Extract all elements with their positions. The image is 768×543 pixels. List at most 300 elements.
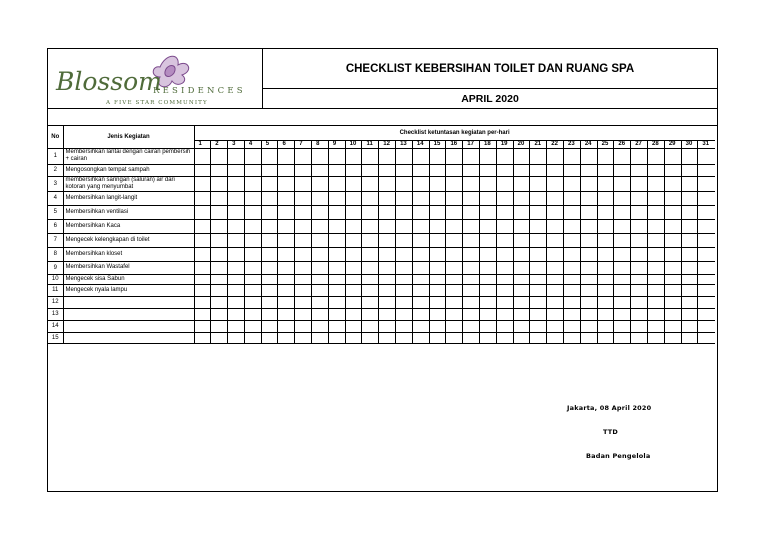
check-cell[interactable] [681,274,698,284]
check-cell[interactable] [312,284,329,296]
check-cell[interactable] [564,284,581,296]
check-cell[interactable] [614,247,631,261]
check-cell[interactable] [312,164,329,176]
check-cell[interactable] [648,191,665,205]
check-cell[interactable] [362,308,379,320]
check-cell[interactable] [614,320,631,332]
check-cell[interactable] [278,296,295,308]
check-cell[interactable] [564,219,581,233]
check-cell[interactable] [698,191,715,205]
check-cell[interactable] [362,284,379,296]
check-cell[interactable] [312,176,329,191]
check-cell[interactable] [362,247,379,261]
check-cell[interactable] [228,320,245,332]
check-cell[interactable] [446,205,463,219]
check-cell[interactable] [513,274,530,284]
check-cell[interactable] [530,284,547,296]
check-cell[interactable] [278,205,295,219]
check-cell[interactable] [631,191,648,205]
check-cell[interactable] [580,296,597,308]
check-cell[interactable] [244,296,261,308]
check-cell[interactable] [412,191,429,205]
check-cell[interactable] [547,320,564,332]
check-cell[interactable] [396,332,413,343]
check-cell[interactable] [597,308,614,320]
check-cell[interactable] [194,176,211,191]
check-cell[interactable] [530,205,547,219]
check-cell[interactable] [211,219,228,233]
check-cell[interactable] [614,296,631,308]
check-cell[interactable] [312,261,329,274]
check-cell[interactable] [194,191,211,205]
check-cell[interactable] [496,261,513,274]
check-cell[interactable] [580,320,597,332]
check-cell[interactable] [261,205,278,219]
check-cell[interactable] [614,233,631,247]
check-cell[interactable] [530,320,547,332]
check-cell[interactable] [362,296,379,308]
check-cell[interactable] [295,205,312,219]
check-cell[interactable] [698,247,715,261]
check-cell[interactable] [463,320,480,332]
check-cell[interactable] [480,233,497,247]
check-cell[interactable] [446,164,463,176]
check-cell[interactable] [648,148,665,164]
check-cell[interactable] [681,296,698,308]
check-cell[interactable] [530,176,547,191]
check-cell[interactable] [631,261,648,274]
check-cell[interactable] [379,247,396,261]
check-cell[interactable] [244,332,261,343]
check-cell[interactable] [345,233,362,247]
check-cell[interactable] [496,284,513,296]
check-cell[interactable] [681,247,698,261]
check-cell[interactable] [530,233,547,247]
check-cell[interactable] [496,308,513,320]
check-cell[interactable] [698,148,715,164]
check-cell[interactable] [194,219,211,233]
check-cell[interactable] [379,164,396,176]
check-cell[interactable] [211,176,228,191]
check-cell[interactable] [244,191,261,205]
check-cell[interactable] [429,261,446,274]
check-cell[interactable] [362,164,379,176]
check-cell[interactable] [463,261,480,274]
check-cell[interactable] [295,164,312,176]
check-cell[interactable] [547,332,564,343]
check-cell[interactable] [564,205,581,219]
check-cell[interactable] [513,320,530,332]
check-cell[interactable] [312,233,329,247]
check-cell[interactable] [614,274,631,284]
check-cell[interactable] [698,332,715,343]
check-cell[interactable] [211,332,228,343]
check-cell[interactable] [278,261,295,274]
check-cell[interactable] [278,247,295,261]
check-cell[interactable] [328,205,345,219]
check-cell[interactable] [429,233,446,247]
check-cell[interactable] [446,274,463,284]
check-cell[interactable] [648,296,665,308]
check-cell[interactable] [480,219,497,233]
check-cell[interactable] [580,219,597,233]
check-cell[interactable] [362,332,379,343]
check-cell[interactable] [580,176,597,191]
check-cell[interactable] [412,332,429,343]
check-cell[interactable] [463,205,480,219]
check-cell[interactable] [664,164,681,176]
check-cell[interactable] [412,219,429,233]
check-cell[interactable] [597,332,614,343]
check-cell[interactable] [278,148,295,164]
check-cell[interactable] [513,164,530,176]
check-cell[interactable] [547,148,564,164]
check-cell[interactable] [681,164,698,176]
check-cell[interactable] [463,332,480,343]
check-cell[interactable] [228,219,245,233]
check-cell[interactable] [614,191,631,205]
check-cell[interactable] [547,176,564,191]
check-cell[interactable] [244,308,261,320]
check-cell[interactable] [597,233,614,247]
check-cell[interactable] [396,148,413,164]
check-cell[interactable] [631,284,648,296]
check-cell[interactable] [228,247,245,261]
check-cell[interactable] [480,247,497,261]
check-cell[interactable] [412,308,429,320]
check-cell[interactable] [580,332,597,343]
check-cell[interactable] [345,261,362,274]
check-cell[interactable] [429,205,446,219]
check-cell[interactable] [463,176,480,191]
check-cell[interactable] [446,233,463,247]
check-cell[interactable] [463,274,480,284]
check-cell[interactable] [261,191,278,205]
check-cell[interactable] [681,284,698,296]
check-cell[interactable] [564,176,581,191]
check-cell[interactable] [648,219,665,233]
check-cell[interactable] [580,247,597,261]
check-cell[interactable] [244,205,261,219]
check-cell[interactable] [429,320,446,332]
check-cell[interactable] [513,233,530,247]
check-cell[interactable] [664,205,681,219]
check-cell[interactable] [362,261,379,274]
check-cell[interactable] [530,247,547,261]
check-cell[interactable] [244,148,261,164]
check-cell[interactable] [564,296,581,308]
check-cell[interactable] [681,191,698,205]
check-cell[interactable] [664,148,681,164]
check-cell[interactable] [564,247,581,261]
check-cell[interactable] [480,296,497,308]
check-cell[interactable] [547,164,564,176]
check-cell[interactable] [513,205,530,219]
check-cell[interactable] [631,233,648,247]
check-cell[interactable] [564,191,581,205]
check-cell[interactable] [211,274,228,284]
check-cell[interactable] [295,176,312,191]
check-cell[interactable] [597,296,614,308]
check-cell[interactable] [261,164,278,176]
check-cell[interactable] [312,274,329,284]
check-cell[interactable] [446,308,463,320]
check-cell[interactable] [379,308,396,320]
check-cell[interactable] [530,219,547,233]
check-cell[interactable] [496,332,513,343]
check-cell[interactable] [681,320,698,332]
check-cell[interactable] [412,284,429,296]
check-cell[interactable] [295,296,312,308]
check-cell[interactable] [211,284,228,296]
check-cell[interactable] [698,274,715,284]
check-cell[interactable] [379,274,396,284]
check-cell[interactable] [396,205,413,219]
check-cell[interactable] [345,296,362,308]
check-cell[interactable] [580,191,597,205]
check-cell[interactable] [480,205,497,219]
check-cell[interactable] [228,261,245,274]
check-cell[interactable] [429,247,446,261]
check-cell[interactable] [396,320,413,332]
check-cell[interactable] [278,332,295,343]
check-cell[interactable] [631,176,648,191]
check-cell[interactable] [328,176,345,191]
check-cell[interactable] [345,284,362,296]
check-cell[interactable] [228,205,245,219]
check-cell[interactable] [244,274,261,284]
check-cell[interactable] [463,148,480,164]
check-cell[interactable] [698,320,715,332]
check-cell[interactable] [446,332,463,343]
check-cell[interactable] [412,261,429,274]
check-cell[interactable] [547,261,564,274]
check-cell[interactable] [480,164,497,176]
check-cell[interactable] [261,176,278,191]
check-cell[interactable] [513,176,530,191]
check-cell[interactable] [513,284,530,296]
check-cell[interactable] [547,247,564,261]
check-cell[interactable] [278,308,295,320]
check-cell[interactable] [480,148,497,164]
check-cell[interactable] [345,308,362,320]
check-cell[interactable] [261,261,278,274]
check-cell[interactable] [295,261,312,274]
check-cell[interactable] [211,320,228,332]
check-cell[interactable] [194,308,211,320]
check-cell[interactable] [278,176,295,191]
check-cell[interactable] [345,320,362,332]
check-cell[interactable] [429,164,446,176]
check-cell[interactable] [295,233,312,247]
check-cell[interactable] [396,164,413,176]
check-cell[interactable] [681,176,698,191]
check-cell[interactable] [412,274,429,284]
check-cell[interactable] [564,164,581,176]
check-cell[interactable] [194,332,211,343]
check-cell[interactable] [362,191,379,205]
check-cell[interactable] [328,191,345,205]
check-cell[interactable] [597,247,614,261]
check-cell[interactable] [211,296,228,308]
check-cell[interactable] [496,219,513,233]
check-cell[interactable] [345,247,362,261]
check-cell[interactable] [614,261,631,274]
check-cell[interactable] [664,247,681,261]
check-cell[interactable] [362,320,379,332]
check-cell[interactable] [429,176,446,191]
check-cell[interactable] [648,320,665,332]
check-cell[interactable] [396,233,413,247]
check-cell[interactable] [580,284,597,296]
check-cell[interactable] [463,191,480,205]
check-cell[interactable] [362,233,379,247]
check-cell[interactable] [463,219,480,233]
check-cell[interactable] [614,205,631,219]
check-cell[interactable] [211,148,228,164]
check-cell[interactable] [312,308,329,320]
check-cell[interactable] [345,205,362,219]
check-cell[interactable] [211,261,228,274]
check-cell[interactable] [580,308,597,320]
check-cell[interactable] [278,274,295,284]
check-cell[interactable] [194,320,211,332]
check-cell[interactable] [194,247,211,261]
check-cell[interactable] [580,233,597,247]
check-cell[interactable] [379,296,396,308]
check-cell[interactable] [614,164,631,176]
check-cell[interactable] [513,191,530,205]
check-cell[interactable] [597,205,614,219]
check-cell[interactable] [664,320,681,332]
check-cell[interactable] [681,148,698,164]
check-cell[interactable] [597,191,614,205]
check-cell[interactable] [362,148,379,164]
check-cell[interactable] [648,233,665,247]
check-cell[interactable] [228,332,245,343]
check-cell[interactable] [597,148,614,164]
check-cell[interactable] [648,164,665,176]
check-cell[interactable] [429,191,446,205]
check-cell[interactable] [446,320,463,332]
check-cell[interactable] [412,164,429,176]
check-cell[interactable] [513,148,530,164]
check-cell[interactable] [496,233,513,247]
check-cell[interactable] [463,247,480,261]
check-cell[interactable] [312,296,329,308]
check-cell[interactable] [614,308,631,320]
check-cell[interactable] [412,296,429,308]
check-cell[interactable] [480,332,497,343]
check-cell[interactable] [564,320,581,332]
check-cell[interactable] [328,233,345,247]
check-cell[interactable] [379,176,396,191]
check-cell[interactable] [530,308,547,320]
check-cell[interactable] [295,148,312,164]
check-cell[interactable] [244,176,261,191]
check-cell[interactable] [244,233,261,247]
check-cell[interactable] [412,233,429,247]
check-cell[interactable] [463,164,480,176]
check-cell[interactable] [463,308,480,320]
check-cell[interactable] [681,332,698,343]
check-cell[interactable] [631,219,648,233]
check-cell[interactable] [698,176,715,191]
check-cell[interactable] [211,247,228,261]
check-cell[interactable] [564,233,581,247]
check-cell[interactable] [244,261,261,274]
check-cell[interactable] [580,261,597,274]
check-cell[interactable] [480,284,497,296]
check-cell[interactable] [396,219,413,233]
check-cell[interactable] [261,233,278,247]
check-cell[interactable] [446,148,463,164]
check-cell[interactable] [513,296,530,308]
check-cell[interactable] [631,308,648,320]
check-cell[interactable] [631,296,648,308]
check-cell[interactable] [328,332,345,343]
check-cell[interactable] [446,296,463,308]
check-cell[interactable] [228,164,245,176]
check-cell[interactable] [446,247,463,261]
check-cell[interactable] [513,247,530,261]
check-cell[interactable] [631,320,648,332]
check-cell[interactable] [513,261,530,274]
check-cell[interactable] [228,274,245,284]
check-cell[interactable] [547,274,564,284]
check-cell[interactable] [396,284,413,296]
check-cell[interactable] [295,191,312,205]
check-cell[interactable] [328,296,345,308]
check-cell[interactable] [513,308,530,320]
check-cell[interactable] [261,284,278,296]
check-cell[interactable] [698,284,715,296]
check-cell[interactable] [564,332,581,343]
check-cell[interactable] [648,205,665,219]
check-cell[interactable] [664,176,681,191]
check-cell[interactable] [597,164,614,176]
check-cell[interactable] [530,332,547,343]
check-cell[interactable] [614,148,631,164]
check-cell[interactable] [681,219,698,233]
check-cell[interactable] [664,191,681,205]
check-cell[interactable] [597,176,614,191]
check-cell[interactable] [244,219,261,233]
check-cell[interactable] [429,308,446,320]
check-cell[interactable] [547,205,564,219]
check-cell[interactable] [345,191,362,205]
check-cell[interactable] [362,219,379,233]
check-cell[interactable] [513,219,530,233]
check-cell[interactable] [463,233,480,247]
check-cell[interactable] [379,148,396,164]
check-cell[interactable] [362,274,379,284]
check-cell[interactable] [244,164,261,176]
check-cell[interactable] [228,148,245,164]
check-cell[interactable] [681,261,698,274]
check-cell[interactable] [480,274,497,284]
check-cell[interactable] [261,332,278,343]
check-cell[interactable] [194,284,211,296]
check-cell[interactable] [564,261,581,274]
check-cell[interactable] [698,296,715,308]
check-cell[interactable] [631,205,648,219]
check-cell[interactable] [496,247,513,261]
check-cell[interactable] [631,274,648,284]
check-cell[interactable] [664,308,681,320]
check-cell[interactable] [429,219,446,233]
check-cell[interactable] [379,332,396,343]
